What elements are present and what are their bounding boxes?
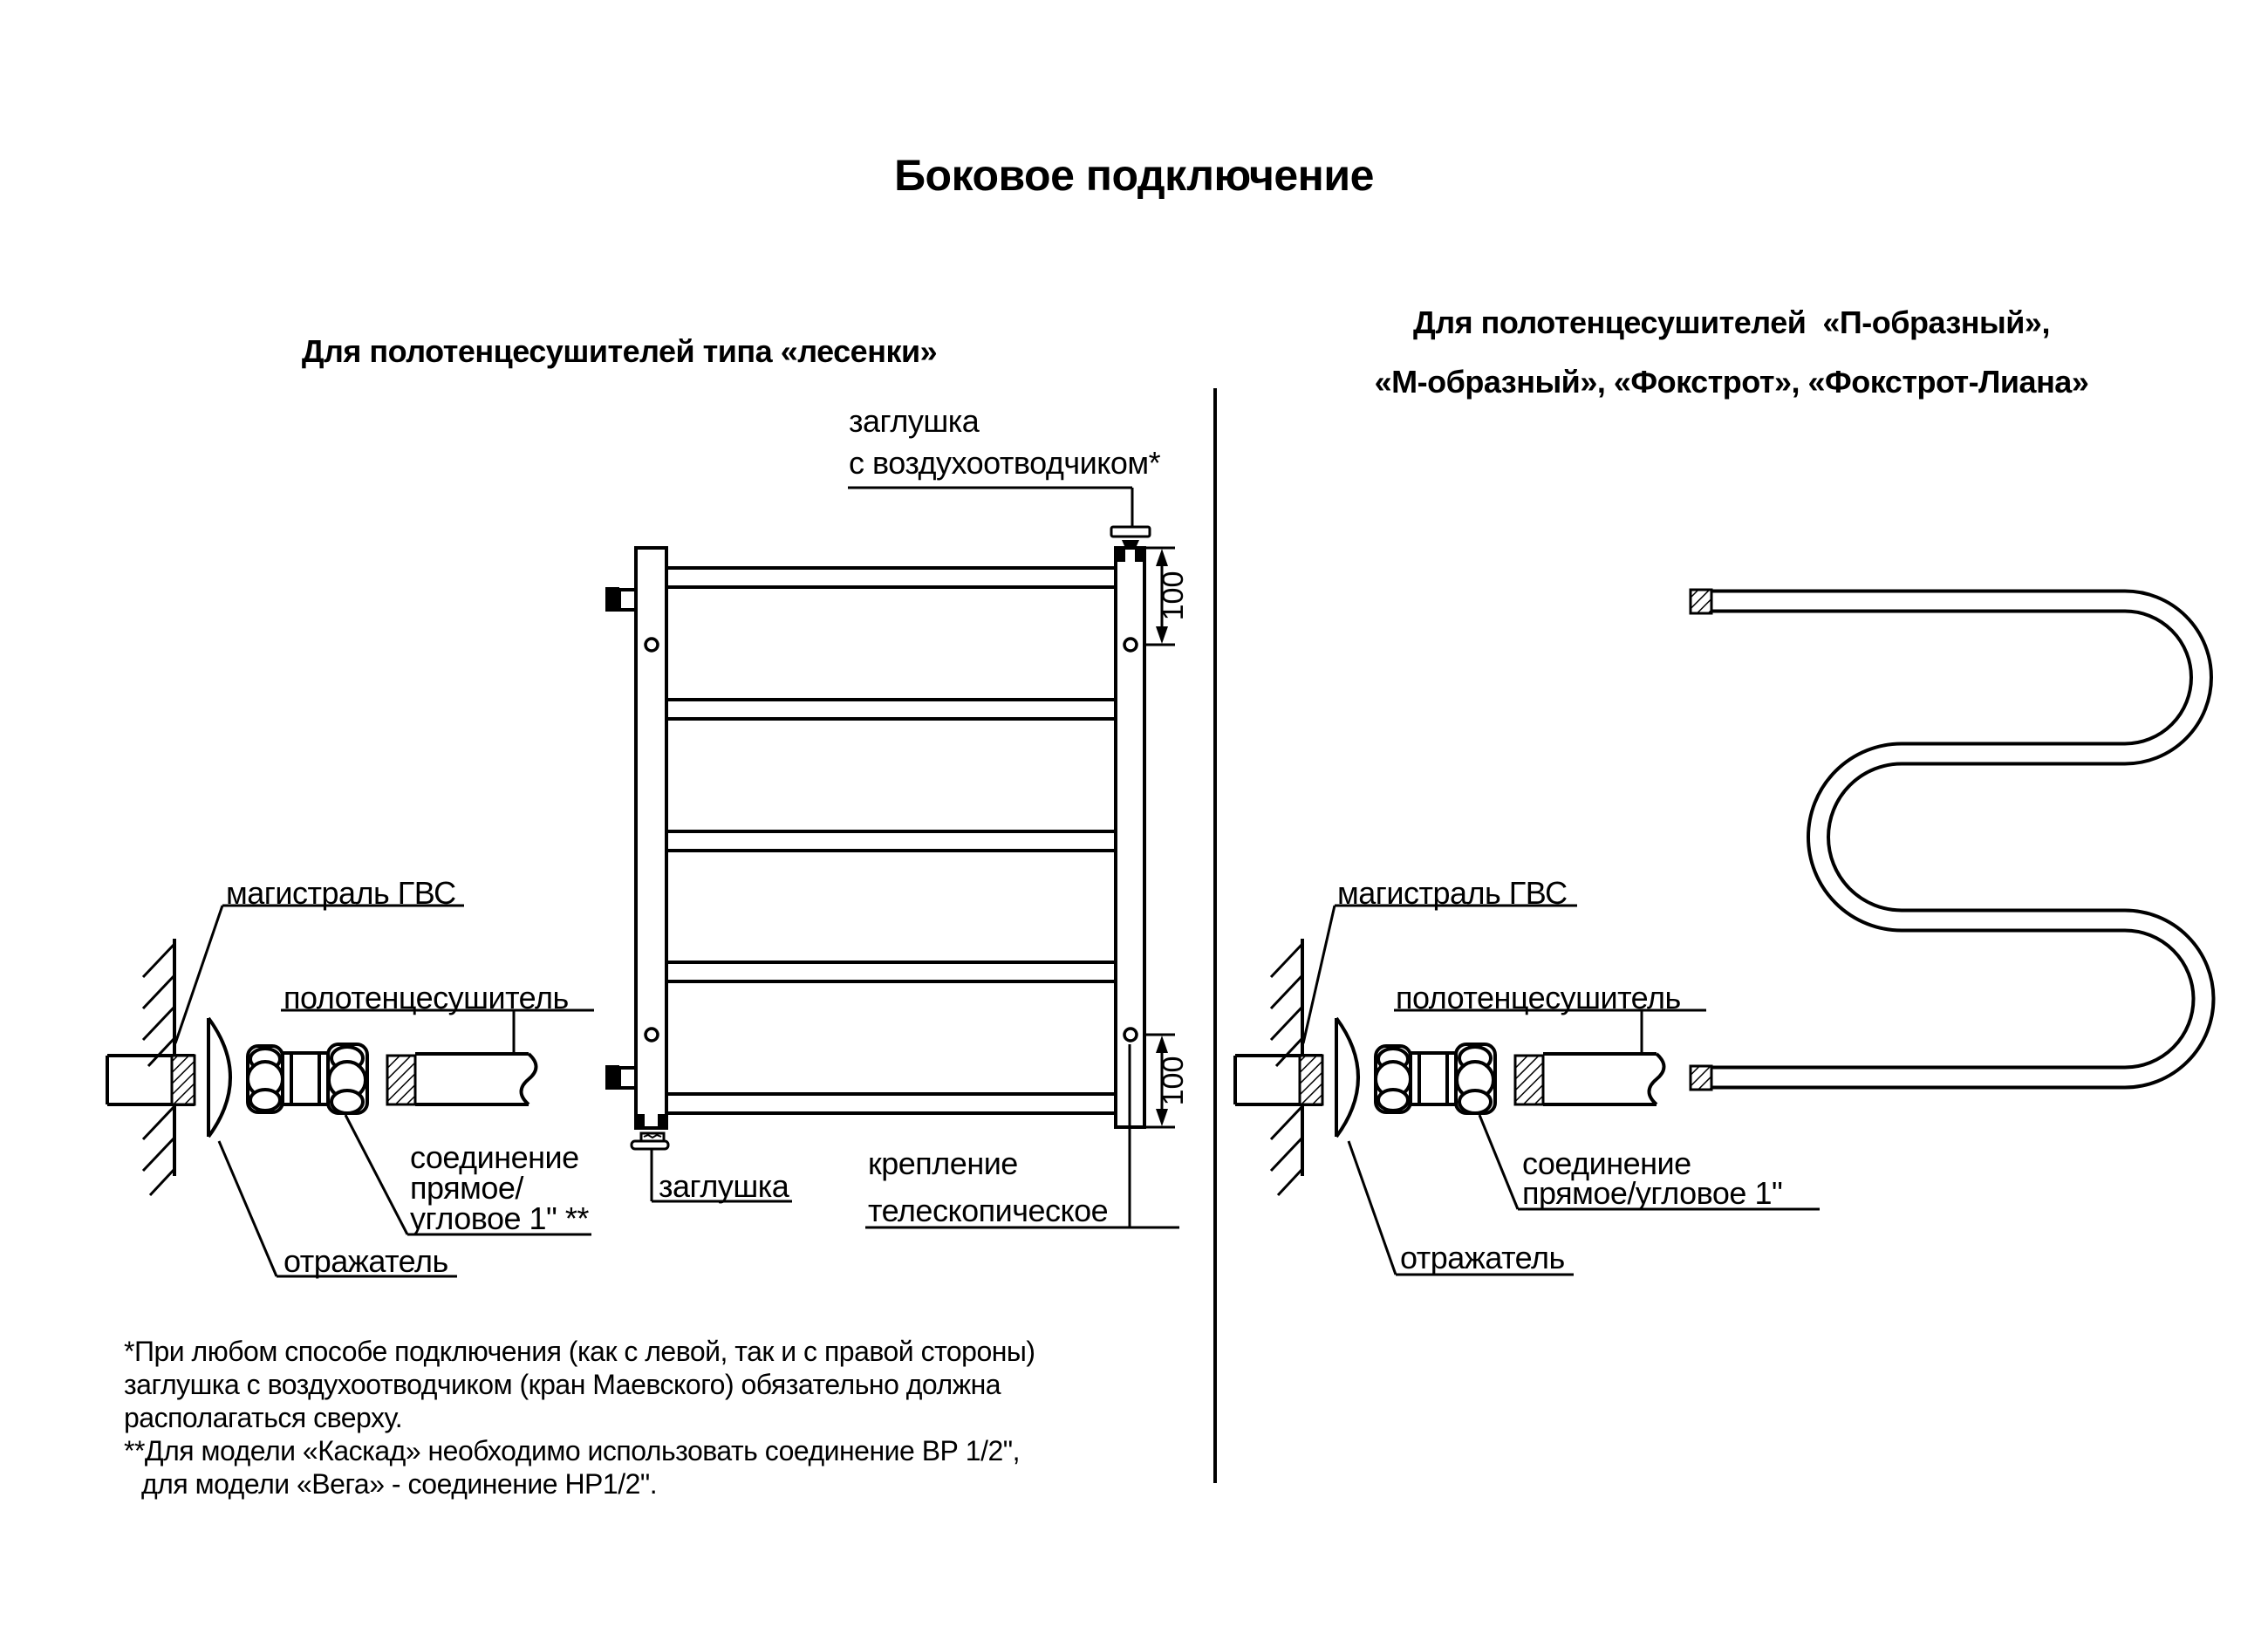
- footnote-line2: заглушка с воздухоотводчиком (кран Маевского) обязательно должна: [124, 1369, 1001, 1400]
- label-connection-left-line2: прямое/: [410, 1170, 523, 1206]
- dimension-value-bottom: 100: [1157, 1056, 1190, 1106]
- footnote-line4: **Для модели «Каскад» необходимо использовать соединение ВР 1/2",: [124, 1435, 1021, 1466]
- label-reflector-left: отражатель: [284, 1243, 448, 1279]
- page-title: Боковое подключение: [894, 151, 1374, 200]
- right-subtitle-line2: «М-образный», «Фокстрот», «Фокстрот-Лиана»: [1374, 364, 2089, 400]
- label-bottom-plug: заглушка: [659, 1168, 789, 1204]
- serpentine-towel-warmer-drawing: [1691, 590, 2203, 1090]
- footnote-line5: для модели «Вега» - соединение НР1/2".: [141, 1468, 658, 1500]
- footnote-line3: располагаться сверху.: [124, 1402, 403, 1433]
- dimension-value-top: 100: [1157, 571, 1190, 621]
- label-connection-left-line1: соединение: [410, 1139, 579, 1175]
- air-vent-plug: [1111, 527, 1150, 548]
- left-subtitle: Для полотенцесушителей типа «лесенки»: [301, 333, 938, 369]
- label-connection-right-line1: соединение: [1522, 1145, 1691, 1181]
- label-telescopic-mount-line1: крепление: [868, 1145, 1018, 1181]
- label-reflector-right: отражатель: [1400, 1240, 1565, 1275]
- label-air-vent-plug-line1: заглушка: [849, 403, 980, 439]
- bottom-plug: [632, 1133, 668, 1149]
- label-supply-main-right: магистраль ГВС: [1337, 875, 1568, 911]
- label-supply-main-left: магистраль ГВС: [226, 875, 456, 911]
- label-telescopic-mount-line2: телескопическое: [868, 1193, 1109, 1228]
- footnote-line1: *При любом способе подключения (как с левой, так и с правой стороны): [124, 1336, 1035, 1367]
- label-air-vent-plug-line2: с воздухоотводчиком*: [849, 445, 1161, 481]
- label-connection-left-line3: угловое 1" **: [410, 1200, 589, 1236]
- right-subtitle-line1: Для полотенцесушителей «П-образный»,: [1413, 304, 2050, 340]
- ladder-towel-warmer-drawing: [605, 527, 1150, 1149]
- label-towel-rail-right: полотенцесушитель: [1396, 980, 1681, 1015]
- label-towel-rail-left: полотенцесушитель: [284, 980, 569, 1015]
- label-connection-right-line2: прямое/угловое 1": [1522, 1175, 1783, 1211]
